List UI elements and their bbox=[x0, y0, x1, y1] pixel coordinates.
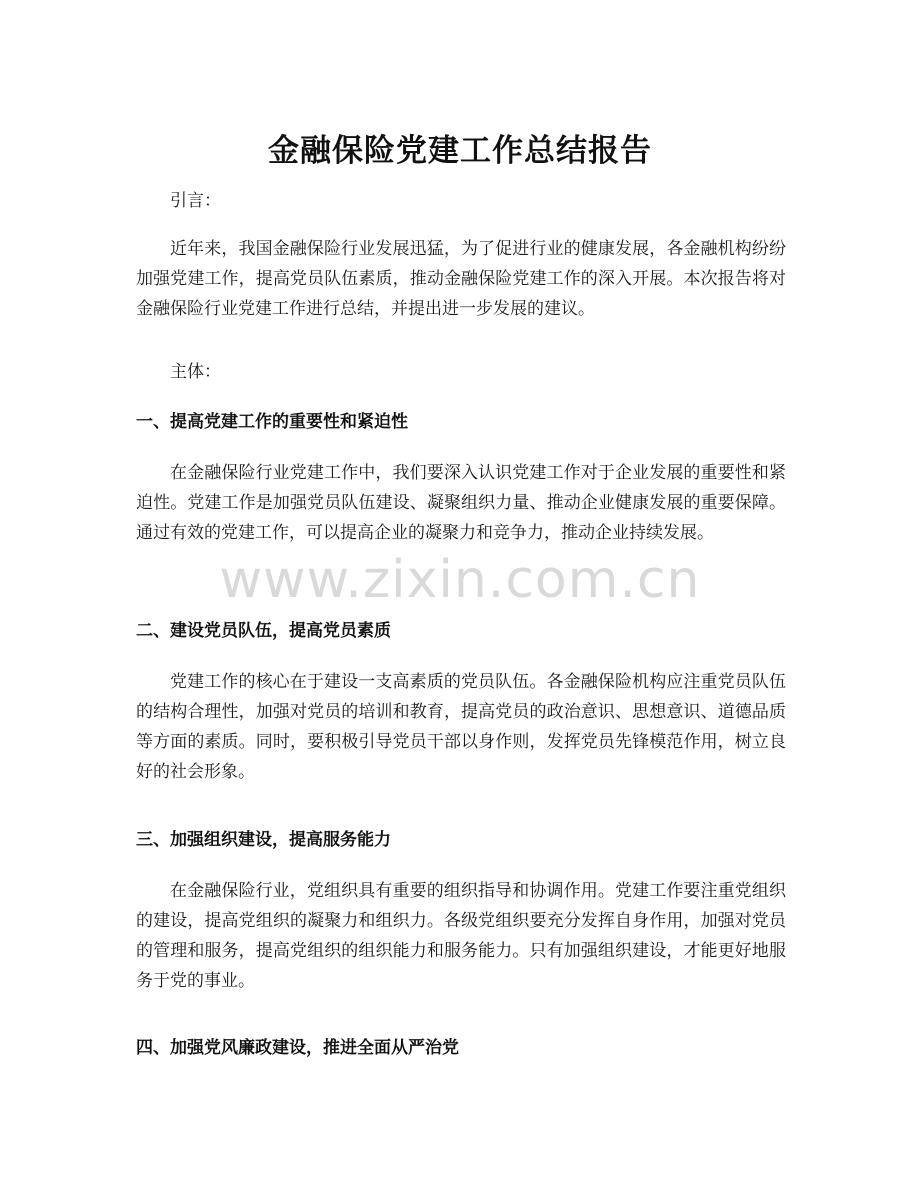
section-2-heading: 二、建设党员队伍，提高党员素质 bbox=[136, 621, 391, 641]
intro-label: 引言： bbox=[170, 191, 221, 211]
section-2-paragraph: 党建工作的核心在于建设一支高素质的党员队伍。各金融保险机构应注重党员队伍的结构合理性，加强对党员的培训和教育，提高党员的政治意识、思想意识、道德品质等方面的素质。同时，要积极引导党员干部以身作则，发挥党员先锋模范作用，树立良好的社会形象。 bbox=[136, 672, 786, 782]
intro-paragraph: 近年来，我国金融保险行业发展迅猛，为了促进行业的健康发展，各金融机构纷纷加强党建工作，提高党员队伍素质，推动金融保险党建工作的深入开展。本次报告将对金融保险行业党建工作进行总结，并提出进一步发展的建议。 bbox=[136, 239, 786, 319]
section-3-paragraph: 在金融保险行业，党组织具有重要的组织指导和协调作用。党建工作要注重党组织的建设，提高党组织的凝聚力和组织力。各级党组织要充分发挥自身作用，加强对党员的管理和服务，提高党组织的组织能力和服务能力。只有加强组织建设，才能更好地服务于党的事业。 bbox=[136, 881, 786, 991]
watermark: www.zixin.com.cn bbox=[219, 550, 701, 610]
section-4-heading: 四、加强党风廉政建设，推进全面从严治党 bbox=[136, 1038, 459, 1058]
section-3-heading: 三、加强组织建设，提高服务能力 bbox=[136, 830, 391, 850]
section-1-heading: 一、提高党建工作的重要性和紧迫性 bbox=[136, 412, 408, 432]
document-title: 金融保险党建工作总结报告 bbox=[268, 132, 652, 169]
body-label: 主体： bbox=[170, 362, 221, 382]
section-1-paragraph: 在金融保险行业党建工作中，我们要深入认识党建工作对于企业发展的重要性和紧迫性。党建工作是加强党员队伍建设、凝聚组织力量、推动企业健康发展的重要保障。通过有效的党建工作，可以提高企业的凝聚力和竞争力，推动企业持续发展。 bbox=[136, 463, 786, 543]
